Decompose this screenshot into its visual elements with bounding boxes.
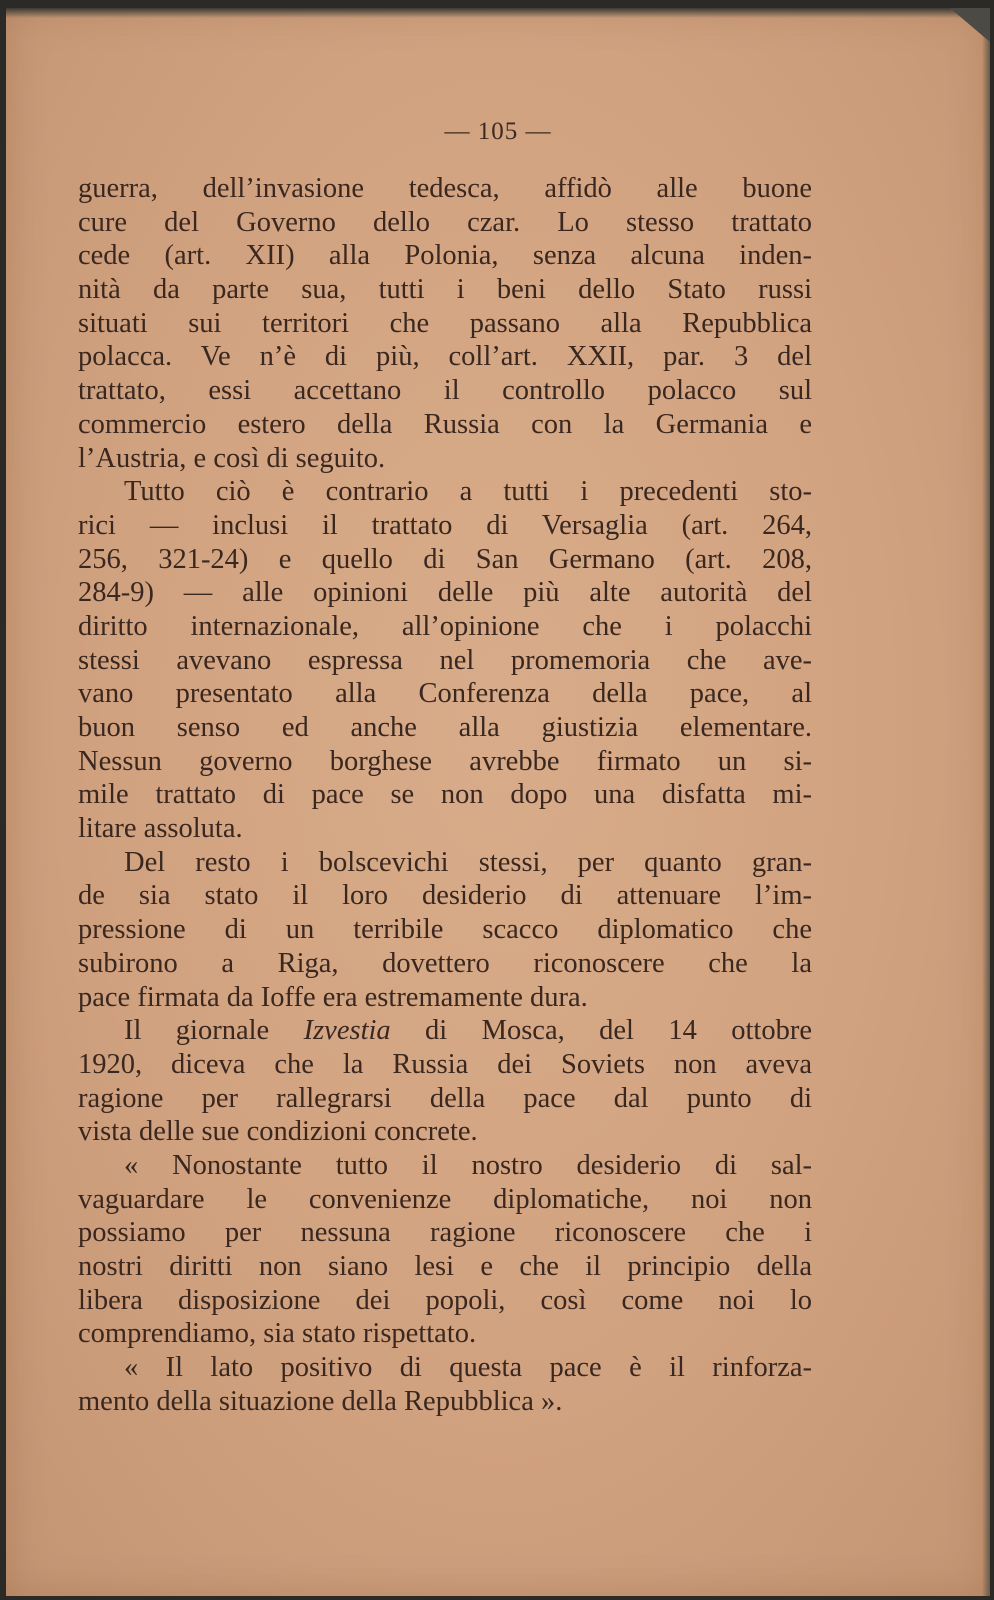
text-line: pressione di un terribile scacco diplomatico che: [78, 914, 812, 946]
text-line: buon senso ed anche alla giustizia elementare.: [78, 712, 812, 743]
text-line: possiamo per nessuna ragione riconoscere che i: [78, 1217, 812, 1249]
text-line: vano presentato alla Conferenza della pace, al: [78, 678, 812, 710]
book-page: [6, 8, 990, 1596]
text-line: Tutto ciò è contrario a tutti i precedenti sto-: [124, 476, 812, 508]
text-line: stessi avevano espressa nel promemoria che ave-: [78, 644, 812, 676]
text-line: trattato, essi accettano il controllo polacco sul: [78, 375, 812, 407]
text-line: Nessun governo borghese avrebbe firmato un si-: [78, 745, 812, 777]
italic-title: Izvestia: [303, 1015, 391, 1047]
text-line: vaguardare le convenienze diplomatiche, noi non: [78, 1183, 812, 1215]
text-line: cure del Governo dello czar. Lo stesso trattato: [78, 206, 812, 238]
text-line: « Il lato positivo di questa pace è il rinforza-: [124, 1352, 812, 1384]
text-line: situati sui territori che passano alla Repubblica: [78, 307, 812, 339]
page-top-edge: [6, 8, 990, 18]
text-line: 256, 321-24) e quello di San Germano (art. 208,: [78, 543, 812, 575]
text-line: 1920, diceva che la Russia dei Soviets non aveva: [78, 1048, 812, 1080]
text-line: guerra, dell’invasione tedesca, affidò alle buone: [78, 173, 812, 204]
text-line: vista delle sue condizioni concrete.: [78, 1116, 478, 1148]
text-line: comprendiamo, sia stato rispettato.: [78, 1318, 477, 1350]
text-line: mento della situazione della Repubblica ».: [78, 1385, 563, 1417]
text-line: Del resto i bolscevichi stessi, per quanto gran-: [124, 846, 812, 878]
page-number: — 105 —: [444, 118, 552, 145]
text-line: diritto internazionale, all’opinione che i polacchi: [78, 610, 812, 642]
text-line: libera disposizione dei popoli, così come noi lo: [78, 1284, 812, 1316]
text-line: l’Austria, e così di seguito.: [78, 442, 386, 474]
text-line: nità da parte sua, tutti i beni dello Stato russi: [78, 274, 812, 306]
text-line: ragione per rallegrarsi della pace dal punto di: [78, 1082, 812, 1114]
text-line: « Nonostante tutto il nostro desiderio di sal-: [124, 1149, 812, 1181]
body-text: [78, 172, 812, 1418]
text-line: de sia stato il loro desiderio di attenuare l’im-: [78, 880, 812, 912]
text-line: pace firmata da Ioffe era estremamente dura.: [78, 981, 588, 1013]
text-line: 284-9) — alle opinioni delle più alte autorità del: [78, 577, 812, 609]
text-line: litare assoluta.: [78, 813, 243, 845]
text-line: mile trattato di pace se non dopo una disfatta mi-: [78, 779, 812, 811]
page-corner-fold: [950, 8, 990, 42]
text-line: nostri diritti non siano lesi e che il principio della: [78, 1251, 812, 1282]
text-line: cede (art. XII) alla Polonia, senza alcuna inden-: [78, 240, 812, 272]
text-line: rici — inclusi il trattato di Versaglia (art. 264,: [78, 509, 812, 541]
page-right-edge: [982, 8, 990, 1596]
text-line: polacca. Ve n’è di più, coll’art. XXII, par. 3 del: [78, 341, 812, 373]
text-line: Il giornale Izvestia di Mosca, del 14 ottobre: [124, 1015, 812, 1047]
text-line: commercio estero della Russia con la Germania e: [78, 408, 812, 440]
text-line: subirono a Riga, dovettero riconoscere che la: [78, 947, 812, 979]
